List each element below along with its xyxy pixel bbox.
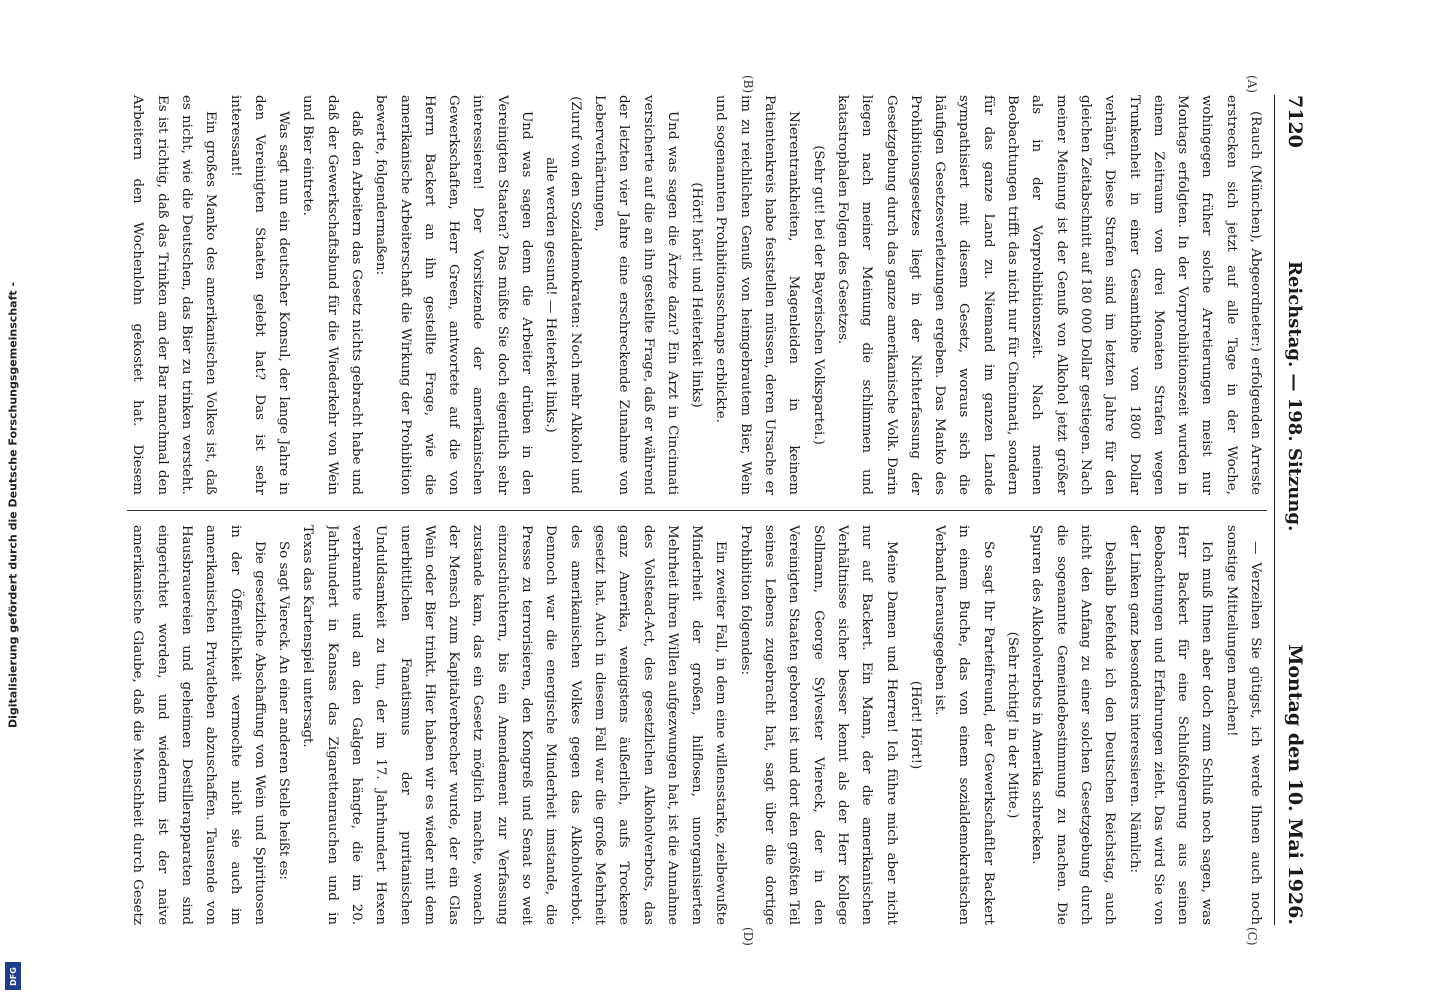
paragraph: Ein zweiter Fall, in dem eine willensstarke, zielbewußte Minderheit der großen, hilflosen, unorganisierten Mehrheit ihren Willen aufgezwungen hat, ist die Annahme des Volstead-Act, des gesetzlichen Alkoholverbots, das ganz Amerika, wenigstens äußerlich, aufs Trockene gesetzt hat. Auch in diesem Fall war die große Mehrheit des amerikanischen Volkes gegen das Alkoholverbot. Dennoch war die energische Minderheit imstande, die Presse zu terrorisieren, den Kongreß und Senat so weit einzuschüchtern, bis ein Amendement zur Verfassung zustande kam, das ein Gesetz möglich machte, wonach der Mensch zum Kapitalverbrecher wurde, der ein Glas Wein oder Bier trinkt. Hier haben wir es wieder mit dem unerbittlichen Fanatismus der puritanischen Unduldsamkeit zu tun, der im 17. Jahrhundert Hexen verbrannte und an den Galgen hängte, die im 20. Jahrhundert in Kansas das Zigarettenrauchen und in Texas das Kartenspiel untersagt. bbox=[300, 525, 729, 925]
session-date: Montag den 10. Mai 1926. bbox=[1284, 644, 1306, 925]
page-header bbox=[1274, 95, 1315, 925]
interjection: (Hört! hört! und Heiterkeit links) bbox=[689, 182, 705, 408]
left-column bbox=[127, 95, 1267, 495]
page-number: 7120 bbox=[1284, 95, 1306, 148]
session-title: Reichstag. — 198. Sitzung. bbox=[1284, 260, 1306, 532]
paragraph: Deshalb befehde ich den Deutschen Reichstag, auch nicht den Anfang zu einer solchen Gesetzgebung durch die sogenannte Gemeindebestimmung zu machen. Die Spuren des Alkoholverbots in Amerika schrecken. bbox=[1029, 525, 1118, 925]
paragraph: Meine Damen und Herren! Ich führe mich aber nicht nur auf Backert. Ein Mann, der die amerikanischen Verhältnisse sicher besser kennt als der Herr Kollege Sollmann, George Sylvester Viereck, der in den Vereinigten Staaten geboren ist und dort den größten Teil seines Lebens zugebracht hat, sagt über die dortige Prohibition folgendes: bbox=[737, 525, 899, 925]
paragraph: Nierentrankheiten, Magenleiden in keinem Patientenkreis habe feststellen müssen, deren Ursache er im zu reichlichen Genuß von heimgebrautem Bier, Wein und sogenannten Prohibitionsschnaps erblickte. bbox=[713, 95, 802, 495]
paragraph: Die gesetzliche Abschaffung von Wein und Spirituosen in der Öffentlichkeit vermochte nicht sie auch im amerikanischen Privatleben abzuschaffen. Tausende von Hausbrauereien und geheimen Destillerapparaten sind eingerichtet worden, und wiederum ist der naive amerikanische Glaube, daß die Menschheit durch Gesetz bbox=[130, 525, 267, 925]
interjection: (Sehr richtig! in der Mitte.) bbox=[1005, 631, 1021, 819]
interjection: (Zuruf von den Sozialdemokraten: Noch mehr Alkohol und alle werden gesund! — Heiterkeit links.) bbox=[543, 96, 583, 494]
paragraph: So sagt Ihr Parteifreund, der Gewerkschaftler Backert in einem Buche, das von einem sozialdemokratischen Verband herausgegeben ist. bbox=[932, 525, 996, 925]
paragraph: daß den Arbeitern das Gesetz nichts gebracht habe und daß der Gewerkschaftsbund für die Wiederkehr von Wein und Bier eintrete. bbox=[300, 95, 365, 495]
column-divider bbox=[127, 510, 1267, 511]
dfg-logo: DFG bbox=[5, 962, 21, 990]
paragraph: Ich muß Ihnen aber doch zum Schluß noch sagen, was Herr Backert für eine Schlußfolgerung aus seinen Beobachtungen und Erfahrungen zieht. Das wird Sie von der Linken ganz besonders interessieren. Nämlich: bbox=[1126, 525, 1215, 925]
paragraph: Und was sagen die Ärzte dazu? Ein Arzt in Cincinnati versicherte auf die an ihn gestellte Frage, daß er während der letzten vier Jahre eine erschreckende Zunahme von Leberverhärtungen, bbox=[591, 95, 680, 495]
paragraph: (Rauch (München), Abgeordneter:) erfolgenden Arreste erstrecken sich jetzt auf alle Tage in der Woche, wohingegen früher solche Arretierungen meist nur Montags erfolgten. In der Vorprohibitionszeit wurden in einem Zeitraum von drei Monaten Strafen wegen Trunkenheit in einer Gesamthöhe von 1800 Dollar verhängt. Diese Strafen sind im letzten Jahre für den gleichen Zeitabschnitt auf 180 000 Dollar gestiegen. Nach meiner Meinung ist der Genuß von Alkohol jetzt größer als in der Vorprohibitionszeit. Nach meinen Beobachtungen trifft das nicht nur für Cincinnati, sondern für das ganze Land zu. Niemand im ganzen Lande sympathisiert mit diesem Gesetz, woraus sich die häufigen Gesetzesverletzungen ergeben. Das Manko des Prohibitionsgesetzes liegt in der Nichterfassung der Gesetzgebung durch das ganze amerikanische Volk. Darin liegen nach meiner Meinung die schlimmen und katastrophalen Folgen des Gesetzes. bbox=[834, 95, 1263, 495]
paragraph: Was sagt nun ein deutscher Konsul, der lange Jahre in den Vereinigten Staaten gelebt hat? Das ist sehr interessant! bbox=[227, 95, 292, 495]
digitization-footer bbox=[2, 0, 24, 1000]
right-column bbox=[127, 525, 1267, 925]
paragraph: Ein großes Manko des amerikanischen Volkes ist, daß es nicht, wie die Deutschen, das Bier zu trinken versteht. Es ist richtig, daß das Trinken am der Bar manchmal den Arbeitern den Wochenlohn gekostet hat. Diesem bbox=[130, 95, 219, 495]
interjection: (Sehr gut! bei der Bayerischen Volkspartei.) bbox=[810, 145, 826, 445]
document-page bbox=[115, 75, 1315, 946]
paragraph: — Verzeihen Sie gütigst, ich werde Ihnen auch noch sonstige Mitteilungen machen! bbox=[1223, 525, 1263, 925]
margin-marker-c: (C) bbox=[1245, 927, 1259, 946]
paragraph: So sagt Viereck. An einer anderen Stelle heißt es: bbox=[276, 541, 292, 880]
margin-marker-b: (B) bbox=[741, 75, 755, 94]
margin-marker-a: (A) bbox=[1245, 75, 1259, 94]
paragraph: Und was sagen denn die Arbeiter drüben in den Vereinigten Staaten? Das müßte Sie doch eigentlich sehr interessieren! Der Vorsitzende der amerikanischen Gewerkschaften, Herr Green, antwortete auf die von Herrn Backert an ihn gestellte Frage, wie die amerikanische Arbeiterschaft die Wirkung der Prohibition bewerte, folgendermaßen: bbox=[373, 95, 535, 495]
interjection: (Hört! Hört!) bbox=[907, 680, 923, 770]
margin-marker-d: (D) bbox=[741, 927, 755, 946]
digitization-credit: Digitalisierung gefördert durch die Deutsche Forschungsgemeinschaft - bbox=[6, 281, 20, 729]
